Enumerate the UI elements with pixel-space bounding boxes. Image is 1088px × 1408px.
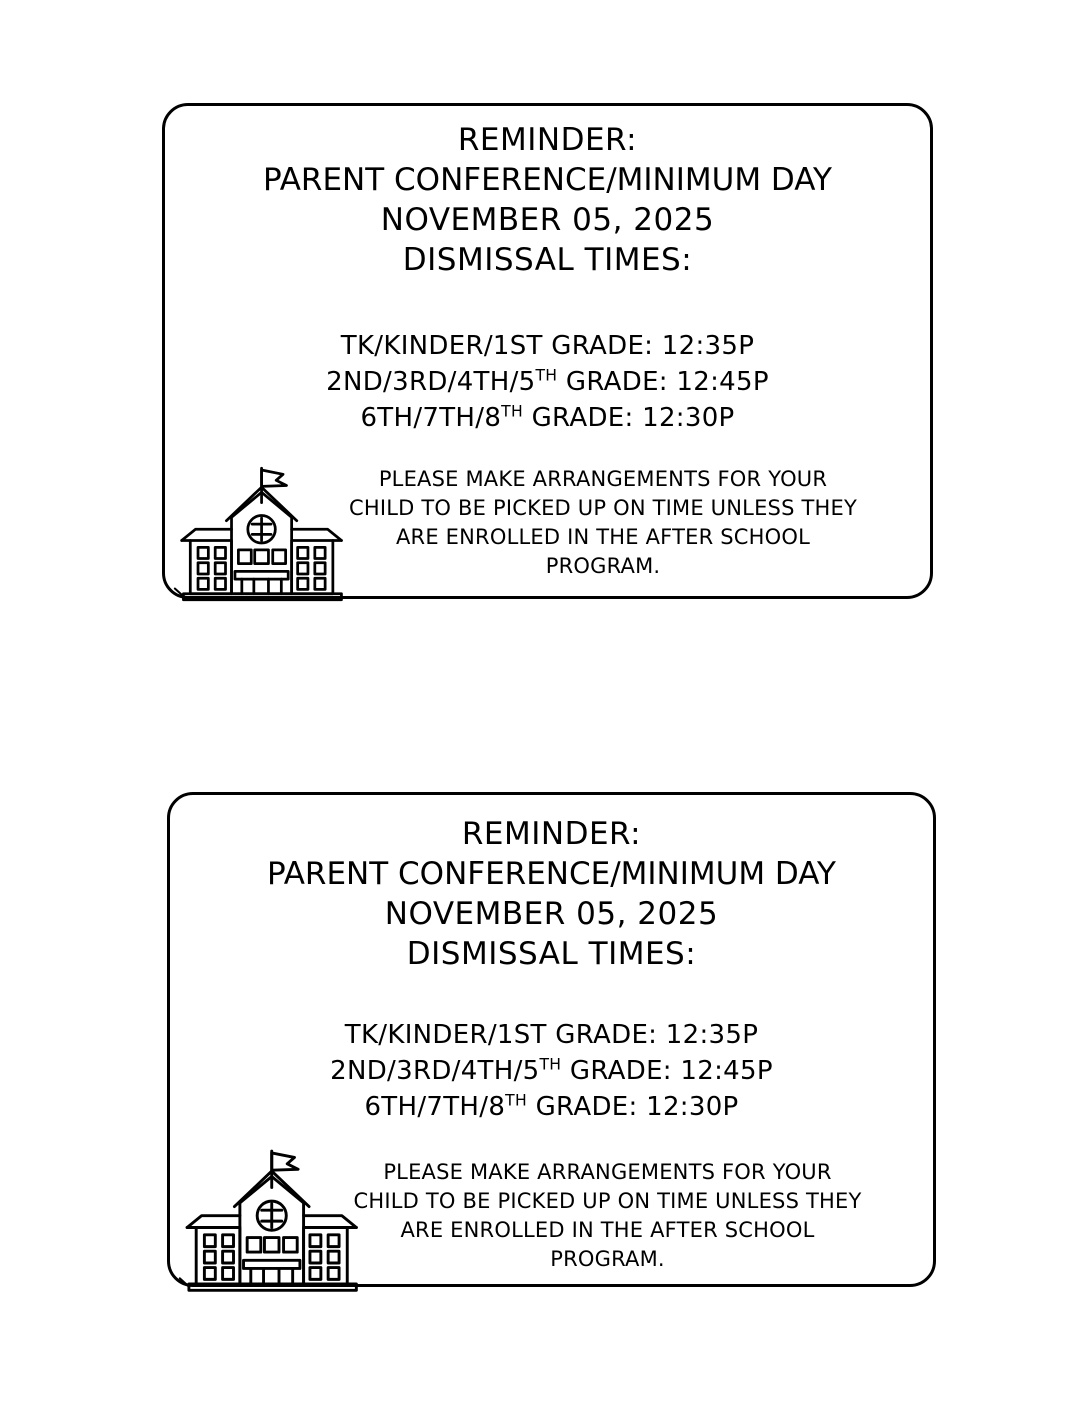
heading-line-event: PARENT CONFERENCE/MINIMUM DAY bbox=[263, 162, 832, 198]
ordinal-suffix: TH bbox=[505, 1091, 528, 1110]
notice-card bbox=[162, 103, 933, 599]
dismissal-time-suffix: GRADE: 12:30P bbox=[523, 403, 735, 433]
ordinal-suffix: TH bbox=[539, 1055, 562, 1074]
note-line: ARE ENROLLED IN THE AFTER SCHOOL bbox=[395, 525, 811, 549]
heading-line-reminder: REMINDER: bbox=[461, 816, 642, 852]
heading-line-dismissal-label: DISMISSAL TIMES: bbox=[402, 242, 693, 278]
dismissal-time-suffix: GRADE: 12:45P bbox=[557, 367, 769, 397]
schoolhouse-icon bbox=[178, 1140, 360, 1295]
ordinal-suffix: TH bbox=[501, 402, 524, 421]
dismissal-times-list bbox=[165, 328, 930, 436]
heading-line-date: NOVEMBER 05, 2025 bbox=[384, 896, 719, 932]
notice-card bbox=[167, 792, 936, 1287]
note-line: CHILD TO BE PICKED UP ON TIME UNLESS THEY bbox=[353, 1189, 862, 1213]
schoolhouse-icon bbox=[173, 458, 345, 604]
dismissal-time-row bbox=[165, 364, 930, 400]
heading-line-dismissal-label: DISMISSAL TIMES: bbox=[406, 936, 697, 972]
heading-line-date: NOVEMBER 05, 2025 bbox=[380, 202, 715, 238]
dismissal-time-row bbox=[170, 1017, 933, 1053]
dismissal-time-base: 6TH/7TH/8 bbox=[364, 1092, 506, 1122]
note-line: PLEASE MAKE ARRANGEMENTS FOR YOUR bbox=[378, 467, 828, 491]
heading-line-event: PARENT CONFERENCE/MINIMUM DAY bbox=[267, 856, 836, 892]
pickup-note bbox=[335, 1158, 880, 1274]
note-line: CHILD TO BE PICKED UP ON TIME UNLESS THEY bbox=[349, 496, 857, 520]
dismissal-time-text: TK/KINDER/1ST GRADE: 12:35P bbox=[340, 331, 755, 361]
dismissal-time-text: TK/KINDER/1ST GRADE: 12:35P bbox=[344, 1020, 759, 1050]
note-line: PROGRAM. bbox=[550, 1247, 665, 1271]
note-line: PLEASE MAKE ARRANGEMENTS FOR YOUR bbox=[383, 1160, 832, 1184]
dismissal-time-base: 6TH/7TH/8 bbox=[360, 403, 502, 433]
pickup-note bbox=[333, 465, 873, 581]
dismissal-times-list bbox=[170, 1017, 933, 1125]
dismissal-time-base: 2ND/3RD/4TH/5 bbox=[326, 367, 536, 397]
note-line: ARE ENROLLED IN THE AFTER SCHOOL bbox=[400, 1218, 815, 1242]
dismissal-time-row bbox=[165, 400, 930, 436]
note-line: PROGRAM. bbox=[545, 554, 661, 578]
heading-line-reminder: REMINDER: bbox=[457, 122, 638, 158]
notice-heading bbox=[170, 814, 933, 974]
ordinal-suffix: TH bbox=[535, 366, 558, 385]
dismissal-time-suffix: GRADE: 12:45P bbox=[561, 1056, 773, 1086]
dismissal-time-row bbox=[170, 1053, 933, 1089]
dismissal-time-base: 2ND/3RD/4TH/5 bbox=[330, 1056, 540, 1086]
dismissal-time-row bbox=[165, 328, 930, 364]
dismissal-time-row bbox=[170, 1089, 933, 1125]
dismissal-time-suffix: GRADE: 12:30P bbox=[527, 1092, 739, 1122]
notice-heading bbox=[165, 120, 930, 280]
